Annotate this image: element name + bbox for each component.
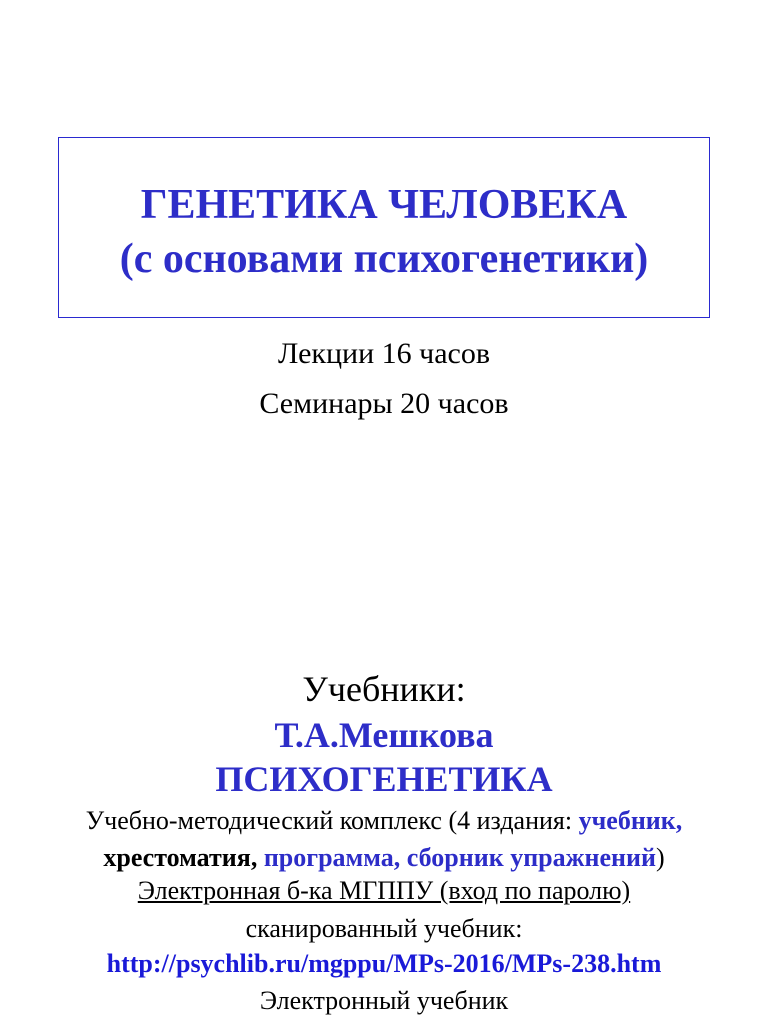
library-line <box>0 875 768 907</box>
electronic-textbook-line: Электронный учебник <box>259 986 509 1015</box>
seminar-hours: Семинары 20 часов <box>259 387 509 420</box>
close-paren: ) <box>655 843 665 872</box>
scanned-line: сканированный учебник: <box>245 914 523 943</box>
textbook-url-link[interactable]: http://psychlib.ru/mgppu/MPs-2016/MPs-238.htm <box>106 949 662 978</box>
editions-line <box>0 842 768 874</box>
author-name: Т.А.Мешкова <box>274 715 494 755</box>
url-line <box>0 948 768 980</box>
program-exercises-label: программа, сборник упражнений <box>263 843 656 872</box>
book-title: ПСИХОГЕНЕТИКА <box>215 759 553 799</box>
complex-line <box>0 805 768 837</box>
textbooks-heading: Учебники: <box>302 669 466 709</box>
course-subtitle: (с основами психогенетики) <box>119 236 649 282</box>
complex-prefix: Учебно-методический комплекс (4 издания: <box>85 806 579 835</box>
course-title: ГЕНЕТИКА ЧЕЛОВЕКА <box>140 182 628 228</box>
title-box <box>58 137 710 318</box>
lecture-hours: Лекции 16 часов <box>277 337 491 370</box>
anthology-label: хрестоматия, <box>103 843 258 872</box>
library-link[interactable]: Электронная б-ка МГППУ (вход по паролю) <box>137 876 631 905</box>
complex-textbook: учебник, <box>578 806 683 835</box>
